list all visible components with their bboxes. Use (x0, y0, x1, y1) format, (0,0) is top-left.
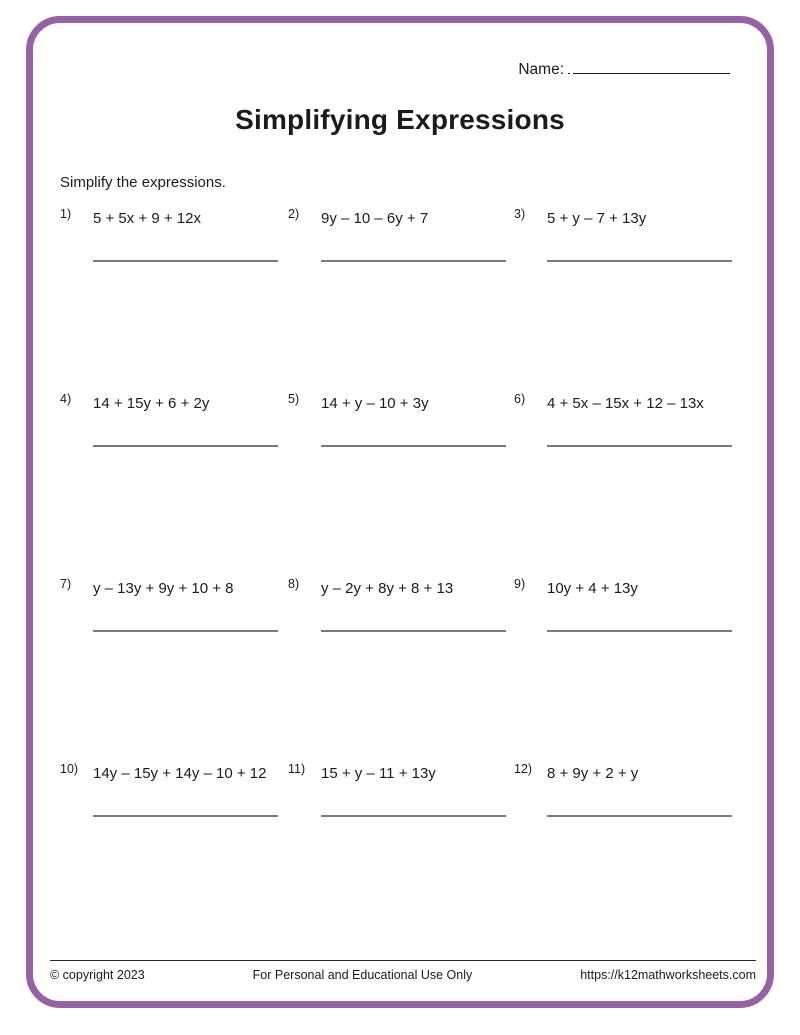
problem-11 (288, 755, 514, 940)
problem-number: 8) (288, 577, 300, 591)
problem-1 (60, 200, 288, 385)
problem-number: 9) (514, 577, 526, 591)
answer-blank-line (547, 260, 732, 262)
name-line-gap (570, 64, 573, 76)
answer-blank-line (93, 815, 278, 817)
problem-expression: 5 + 5x + 9 + 12x (93, 210, 201, 227)
problem-expression: 10y + 4 + 13y (547, 580, 638, 597)
answer-blank-line (93, 445, 278, 447)
problem-5 (288, 385, 514, 570)
page-title: Simplifying Expressions (235, 104, 565, 135)
problem-number: 7) (60, 577, 72, 591)
problem-expression: 9y – 10 – 6y + 7 (321, 210, 429, 227)
problem-number: 6) (514, 392, 526, 406)
footer-usage-text: For Personal and Educational Use Only (252, 968, 473, 982)
footer-divider (50, 960, 756, 961)
problem-2 (288, 200, 514, 385)
name-blank-line (568, 58, 730, 74)
problem-number: 4) (60, 392, 72, 406)
answer-blank-line (93, 630, 278, 632)
footer-url: https://k12mathworksheets.com (580, 968, 756, 982)
instruction-text: Simplify the expressions. (60, 174, 226, 191)
problem-expression: 14 + y – 10 + 3y (321, 395, 429, 412)
answer-blank-line (93, 260, 278, 262)
answer-blank-line (547, 630, 732, 632)
answer-blank-line (321, 630, 506, 632)
answer-blank-line (321, 815, 506, 817)
footer-copyright: © copyright 2023 (50, 968, 145, 982)
problem-number: 11) (288, 762, 306, 776)
problem-8 (288, 570, 514, 755)
problem-expression: y – 13y + 9y + 10 + 8 (93, 580, 234, 597)
problem-number: 2) (288, 207, 300, 221)
problem-9 (514, 570, 740, 755)
name-block (518, 58, 730, 79)
problem-7 (60, 570, 288, 755)
answer-blank-line (547, 815, 732, 817)
problem-expression: y – 2y + 8y + 8 + 13 (321, 580, 454, 597)
footer (50, 968, 756, 982)
problem-expression: 14 + 15y + 6 + 2y (93, 395, 210, 412)
problem-expression: 15 + y – 11 + 13y (321, 765, 436, 782)
problem-expression: 14y – 15y + 14y – 10 + 12 (93, 765, 267, 782)
answer-blank-line (547, 445, 732, 447)
problem-6 (514, 385, 740, 570)
answer-blank-line (321, 260, 506, 262)
problem-number: 10) (60, 762, 79, 776)
problem-number: 1) (60, 207, 72, 221)
problem-3 (514, 200, 740, 385)
name-label: Name: (518, 61, 564, 78)
problem-12 (514, 755, 740, 940)
problem-number: 12) (514, 762, 533, 776)
problems-grid (60, 200, 740, 940)
problem-number: 5) (288, 392, 300, 406)
problem-expression: 5 + y – 7 + 13y (547, 210, 647, 227)
problem-expression: 8 + 9y + 2 + y (547, 765, 639, 782)
problem-10 (60, 755, 288, 940)
answer-blank-line (321, 445, 506, 447)
problem-number: 3) (514, 207, 526, 221)
problem-4 (60, 385, 288, 570)
problem-expression: 4 + 5x – 15x + 12 – 13x (547, 395, 704, 412)
